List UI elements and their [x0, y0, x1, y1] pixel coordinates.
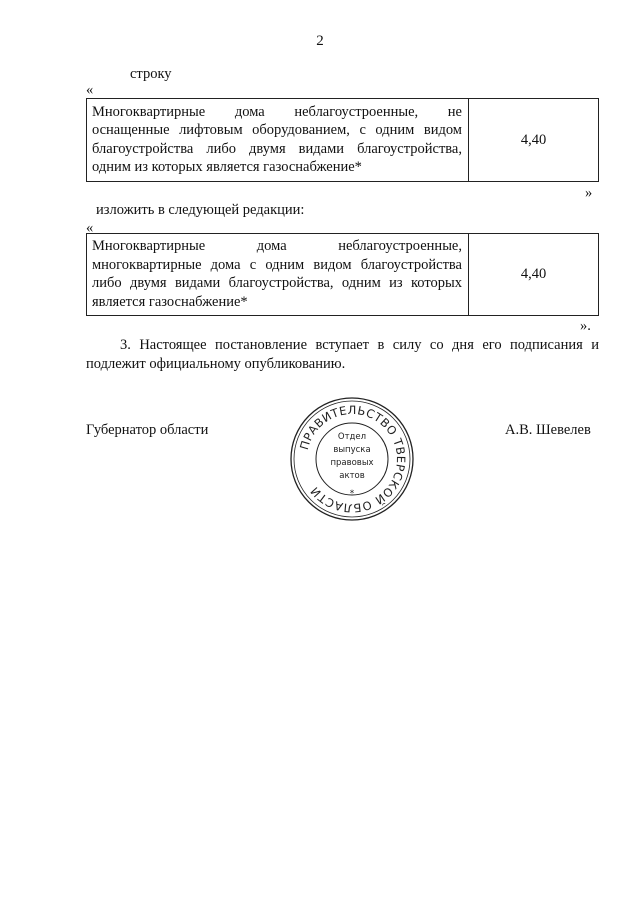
open-quote-1: « [86, 82, 94, 98]
signature-name: А.В. Шевелев [505, 422, 591, 438]
close-quote-1: » [585, 185, 593, 201]
seal-star: * [349, 489, 355, 499]
new-row-description: Многоквартирные дома неблагоустроенные, многоквартирные дома с одним видом благоустройства либо двумя видами благоустройства, одним из которых является газоснабжение* [87, 234, 469, 316]
old-row-description: Многоквартирные дома неблагоустроенные, не оснащенные лифтовым оборудованием, с одним видом благоустройства либо двумя видами благоустройства, одним из которых является газоснабжение* [87, 99, 469, 182]
signature-title: Губернатор области [86, 422, 209, 438]
old-row-value: 4,40 [469, 99, 599, 182]
seal-line-3: правовых [330, 458, 374, 468]
open-quote-2: « [86, 220, 94, 236]
official-seal [289, 396, 415, 522]
transition-text: изложить в следующей редакции: [96, 202, 305, 218]
seal-line-2: выпуска [333, 445, 371, 455]
paragraph-3: 3. Настоящее постановление вступает в силу со дня его подписания и подлежит официальному опубликованию. [86, 337, 599, 372]
table-row [87, 99, 599, 182]
seal-ring-text: ПРАВИТЕЛЬСТВО ТВЕРСКОЙ ОБЛАСТИ [297, 402, 409, 516]
seal-line-1: Отдел [337, 432, 367, 442]
page-number: 2 [316, 33, 324, 49]
new-row-table [86, 233, 599, 316]
old-row-table [86, 98, 599, 182]
seal-line-4: актов [339, 471, 365, 481]
close-quote-final: ». [580, 318, 591, 334]
intro-word: строку [130, 66, 172, 82]
new-row-value: 4,40 [469, 234, 599, 316]
table-row [87, 234, 599, 316]
